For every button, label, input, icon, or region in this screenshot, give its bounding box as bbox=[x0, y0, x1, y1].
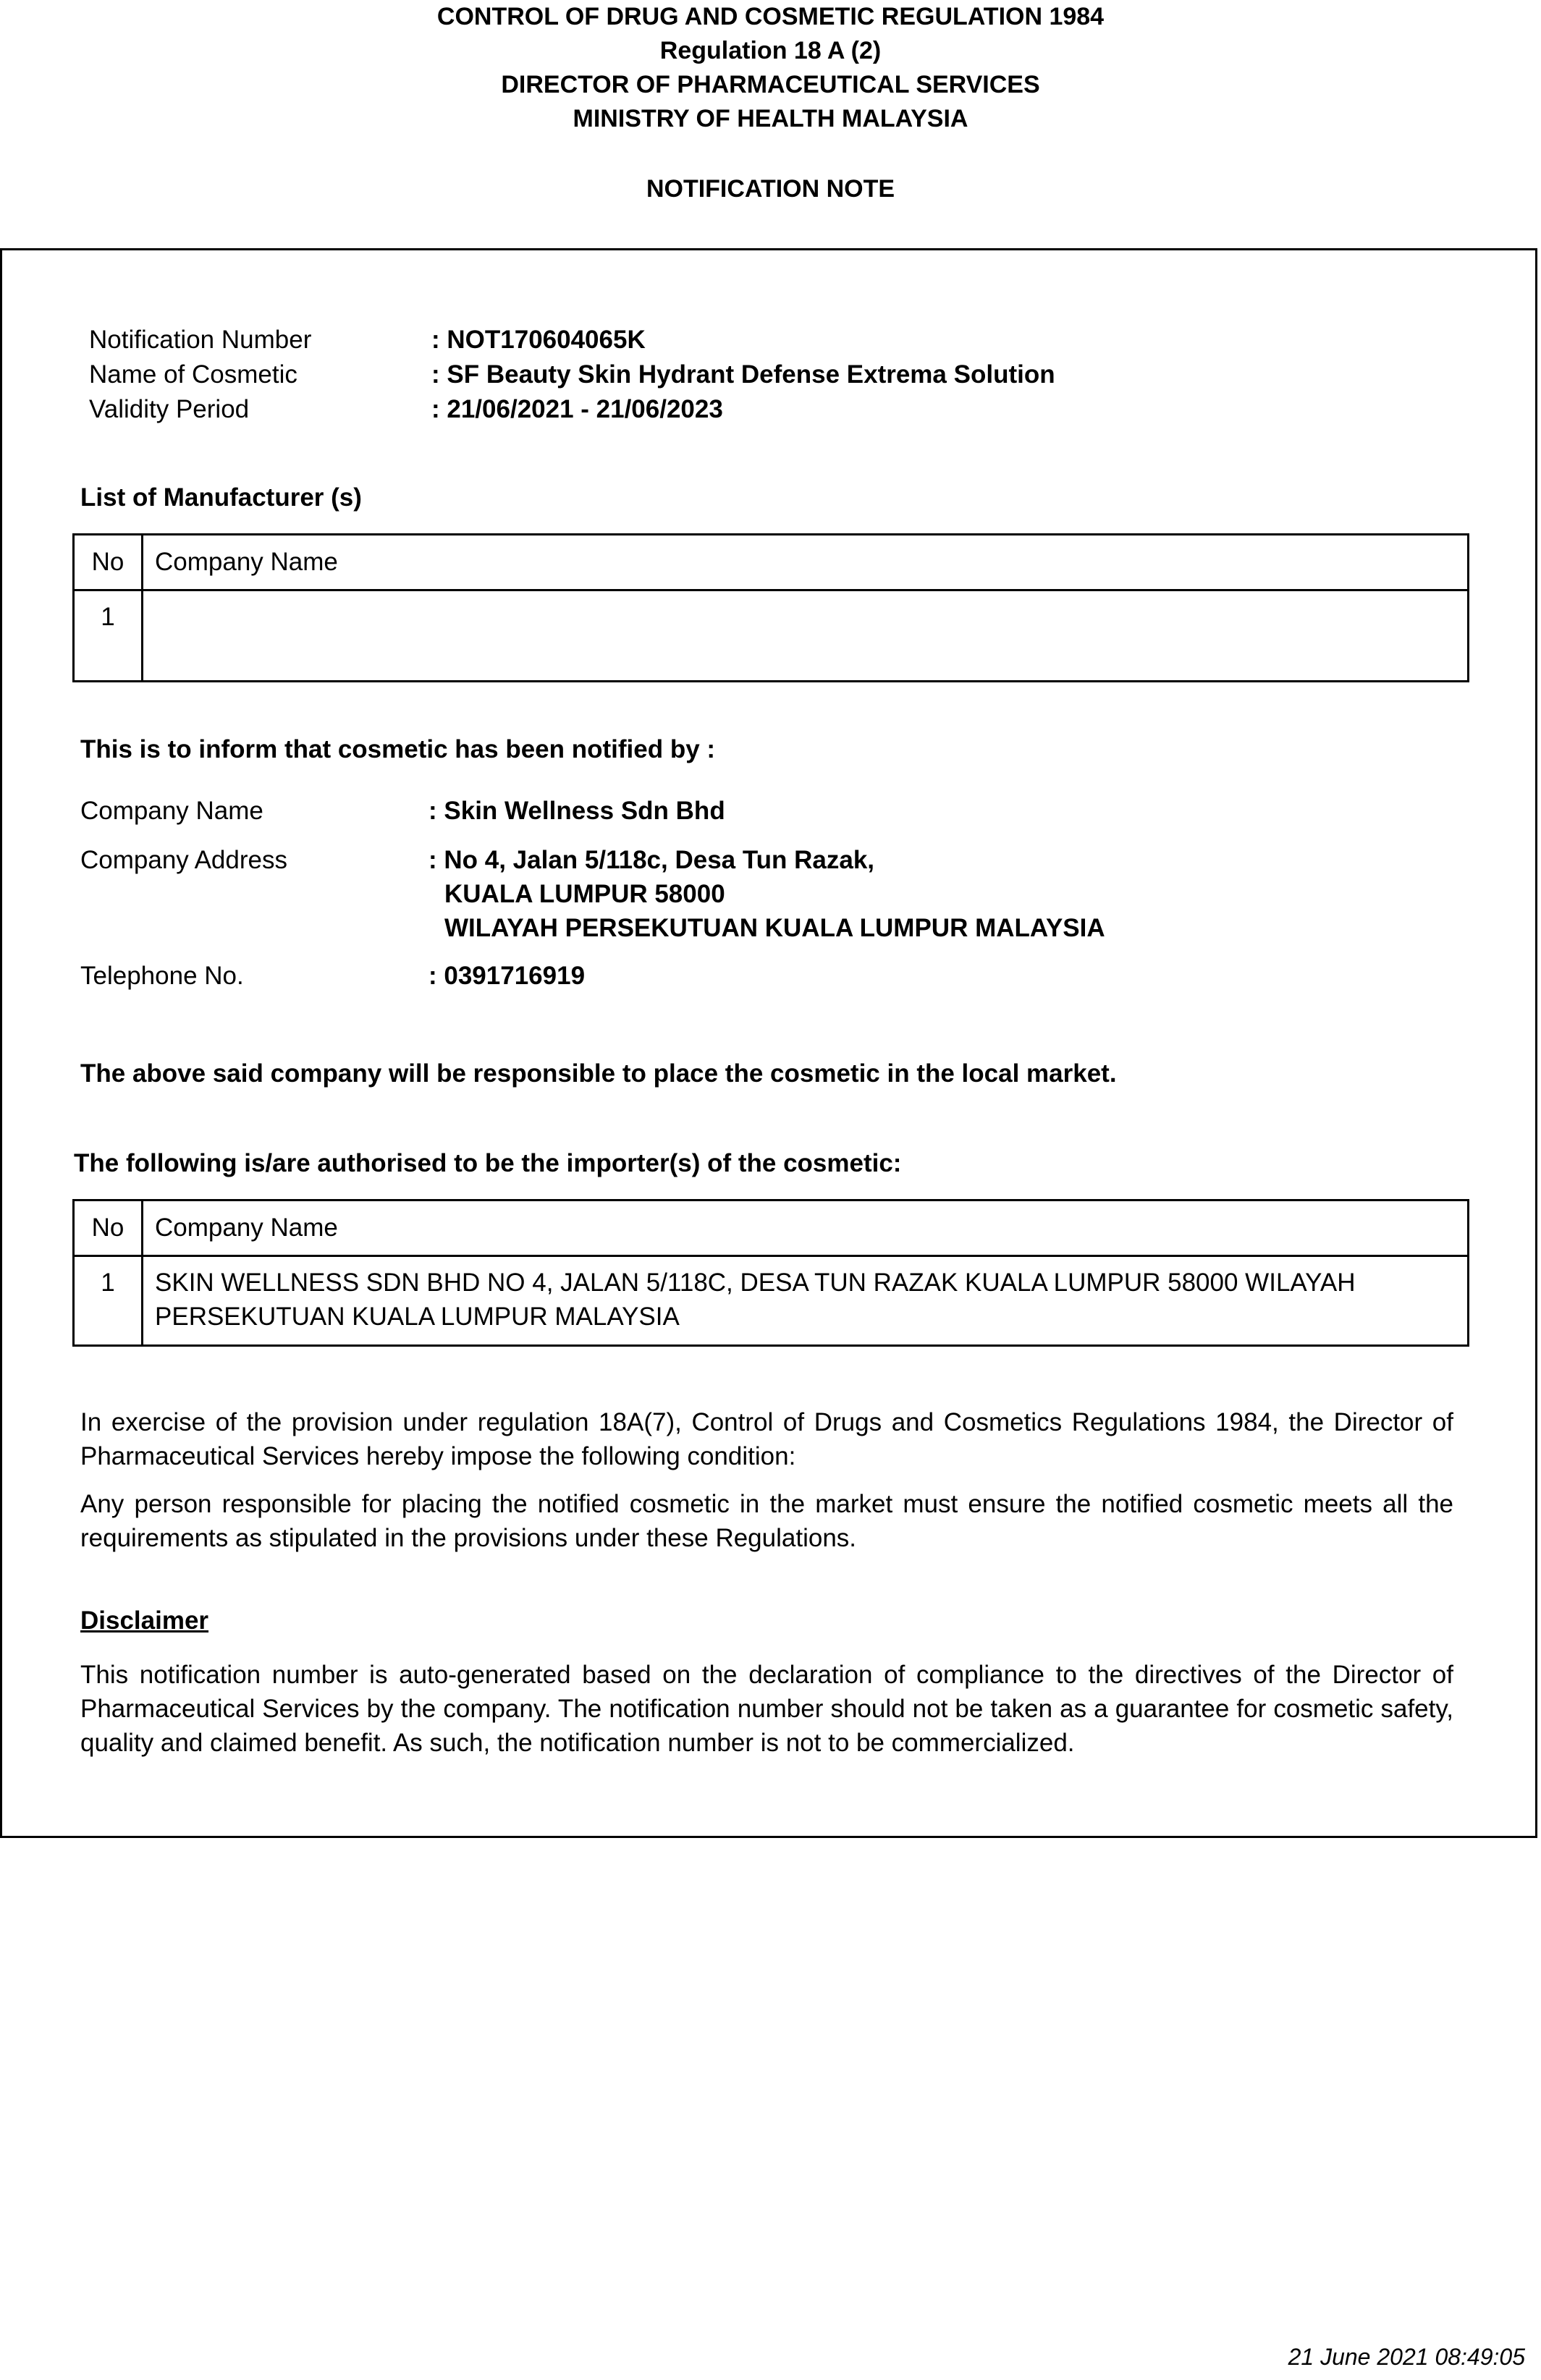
validity-period-value: : 21/06/2021 - 21/06/2023 bbox=[431, 395, 723, 423]
responsible-statement: The above said company will be responsible to place the cosmetic in the local market. bbox=[80, 1059, 1117, 1088]
telephone-label: Telephone No. bbox=[80, 962, 244, 990]
cosmetic-name-value: : SF Beauty Skin Hydrant Defense Extrema Solution bbox=[431, 360, 1055, 389]
company-name-label: Company Name bbox=[80, 797, 263, 825]
header-director: DIRECTOR OF PHARMACEUTICAL SERVICES bbox=[501, 71, 1040, 98]
print-timestamp: 21 June 2021 08:49:05 bbox=[1288, 2344, 1525, 2370]
condition-paragraph-2: Any person responsible for placing the notified cosmetic in the market must ensure the notified cosmetic meets all the requirements as stipulated in the provisions under these Regulations. bbox=[80, 1490, 1453, 1552]
header-regulation-number: Regulation 18 A (2) bbox=[659, 37, 882, 64]
row-no: 1 bbox=[74, 590, 143, 682]
document-header bbox=[0, 0, 1541, 206]
column-header-no: No bbox=[74, 1200, 143, 1256]
importers-heading: The following is/are authorised to be the importer(s) of the cosmetic: bbox=[74, 1149, 902, 1177]
column-header-company-name: Company Name bbox=[143, 535, 1469, 590]
company-address-label: Company Address bbox=[80, 846, 287, 874]
manufacturers-heading: List of Manufacturer (s) bbox=[80, 483, 362, 512]
notification-number-label: Notification Number bbox=[89, 326, 312, 354]
header-regulation-title: CONTROL OF DRUG AND COSMETIC REGULATION 1984 bbox=[436, 3, 1105, 30]
header-ministry: MINISTRY OF HEALTH MALAYSIA bbox=[573, 105, 968, 132]
importers-table bbox=[72, 1199, 1469, 1347]
column-header-no: No bbox=[74, 535, 143, 590]
notification-number-value: : NOT170604065K bbox=[431, 326, 646, 354]
table-header-row bbox=[74, 1200, 1469, 1256]
row-no: 1 bbox=[74, 1256, 143, 1346]
company-address-line1: : No 4, Jalan 5/118c, Desa Tun Razak, bbox=[428, 846, 875, 874]
company-name-value: : Skin Wellness Sdn Bhd bbox=[428, 797, 725, 825]
condition-paragraph-1: In exercise of the provision under regulation 18A(7), Control of Drugs and Cosmetics Regulations 1984, the Director of Pharmaceutical Services hereby impose the following condition: bbox=[80, 1408, 1453, 1470]
table-row bbox=[74, 1256, 1469, 1346]
table-row bbox=[74, 590, 1469, 682]
manufacturers-table bbox=[72, 533, 1469, 682]
cosmetic-name-label: Name of Cosmetic bbox=[89, 360, 297, 389]
column-header-company-name: Company Name bbox=[143, 1200, 1469, 1256]
company-address-line2: KUALA LUMPUR 58000 bbox=[444, 880, 725, 908]
row-company-name: SKIN WELLNESS SDN BHD NO 4, JALAN 5/118C, DESA TUN RAZAK KUALA LUMPUR 58000 WILAYAH PERSEKUTUAN KUALA LUMPUR MALAYSIA bbox=[143, 1256, 1469, 1346]
row-company-name bbox=[143, 590, 1469, 682]
disclaimer-text: This notification number is auto-generated based on the declaration of compliance to the directives of the Director of Pharmaceutical Services by the company. The notification number should not be taken as a guarantee for cosmetic safety, quality and claimed benefit. As such, the notification number is not to be commercialized. bbox=[80, 1661, 1453, 1757]
validity-period-label: Validity Period bbox=[89, 395, 250, 423]
company-address-line3: WILAYAH PERSEKUTUAN KUALA LUMPUR MALAYSIA bbox=[444, 914, 1105, 942]
telephone-value: : 0391716919 bbox=[428, 962, 586, 990]
disclaimer-heading: Disclaimer bbox=[80, 1606, 209, 1635]
notifier-heading: This is to inform that cosmetic has been notified by : bbox=[80, 735, 716, 763]
table-header-row bbox=[74, 535, 1469, 590]
page-title: NOTIFICATION NOTE bbox=[646, 175, 895, 203]
